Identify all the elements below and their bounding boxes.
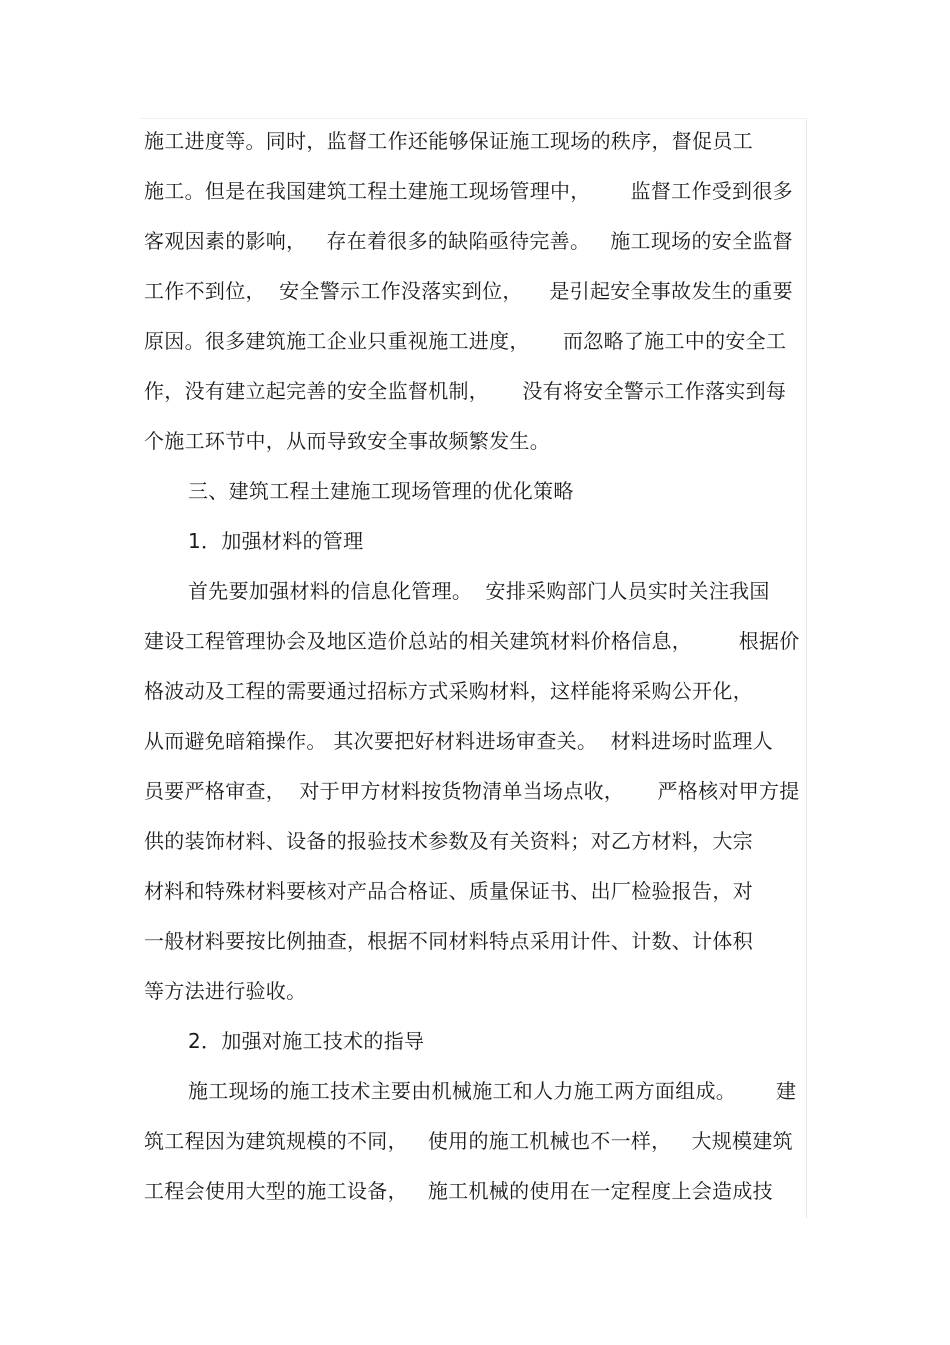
text-line: 材料和特殊材料要核对产品合格证、质量保证书、出厂检验报告，对 [144, 879, 753, 903]
subsection-heading: 1．加强材料的管理 [188, 529, 364, 553]
text-line: 原因。很多建筑施工企业只重视施工进度， 而忽略了施工中的安全工 [144, 329, 787, 353]
text-line: 首先要加强材料的信息化管理。 安排采购部门人员实时关注我国 [188, 579, 770, 603]
text-line: 格波动及工程的需要通过招标方式采购材料，这样能将采购公开化， [144, 679, 753, 703]
text-line: 供的装饰材料、设备的报验技术参数及有关资料；对乙方材料，大宗 [144, 829, 753, 853]
text-line: 施工现场的施工技术主要由机械施工和人力施工两方面组成。 建 [188, 1079, 797, 1103]
text-line: 筑工程因为建筑规模的不同， 使用的施工机械也不一样， 大规模建筑 [144, 1129, 793, 1153]
text-line: 施工。但是在我国建筑工程土建施工现场管理中， 监督工作受到很多 [144, 179, 793, 203]
text-line: 从而避免暗箱操作。 其次要把好材料进场审查关。 材料进场时监理人 [144, 729, 773, 753]
text-line: 客观因素的影响， 存在着很多的缺陷亟待完善。 施工现场的安全监督 [144, 229, 793, 253]
text-line: 个施工环节中，从而导致安全事故频繁发生。 [144, 429, 550, 453]
section-heading: 三、建筑工程土建施工现场管理的优化策略 [188, 479, 574, 503]
text-line: 工作不到位， 安全警示工作没落实到位， 是引起安全事故发生的重要 [144, 279, 793, 303]
text-line: 一般材料要按比例抽查，根据不同材料特点采用计件、计数、计体积 [144, 929, 753, 953]
text-line: 作，没有建立起完善的安全监督机制， 没有将安全警示工作落实到每 [144, 379, 787, 403]
text-line: 工程会使用大型的施工设备， 施工机械的使用在一定程度上会造成技 [144, 1179, 773, 1203]
text-line: 建设工程管理协会及地区造价总站的相关建筑材料价格信息， 根据价 [144, 629, 800, 653]
text-line: 施工进度等。同时，监督工作还能够保证施工现场的秩序，督促员工 [144, 129, 753, 153]
text-line: 等方法进行验收。 [144, 979, 307, 1003]
text-line: 员要严格审查， 对于甲方材料按货物清单当场点收， 严格核对甲方提 [144, 779, 800, 803]
subsection-heading: 2．加强对施工技术的指导 [188, 1029, 425, 1053]
